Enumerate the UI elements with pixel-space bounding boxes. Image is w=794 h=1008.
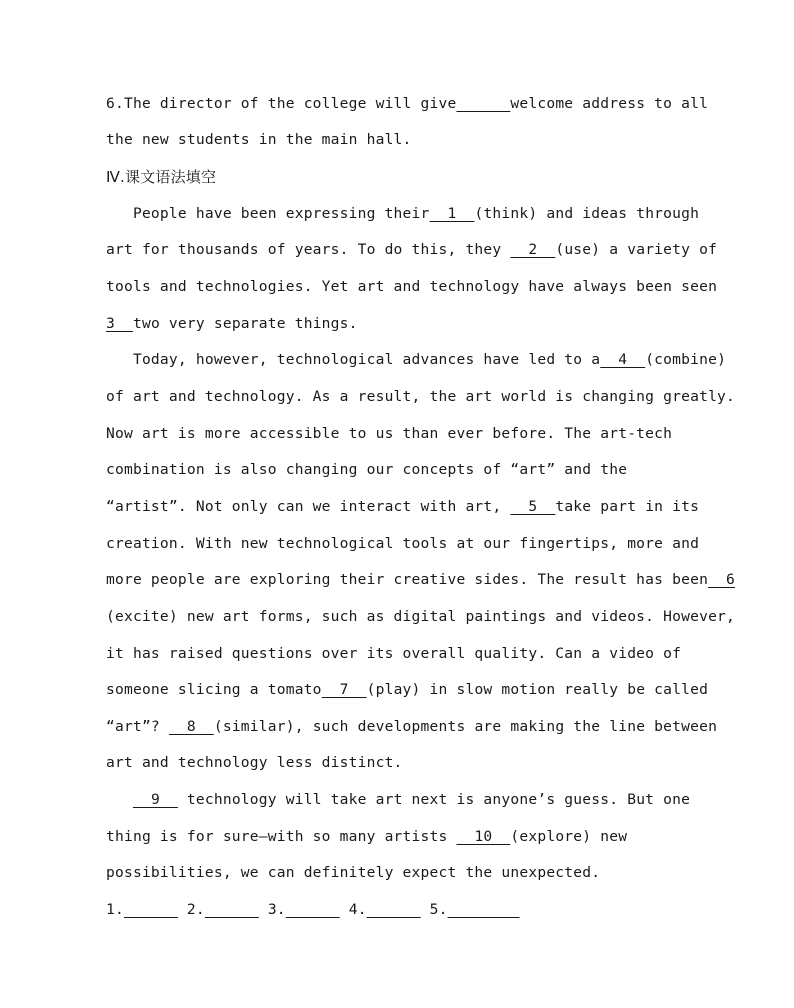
passage-line: possibilities, we can definitely expect the unexpected. (106, 864, 601, 881)
answer-label-4: 4. (348, 901, 367, 918)
passage-line: it has raised questions over its overall quality. Can a video of (106, 645, 682, 662)
passage-text: more people are exploring their creative sides. The result has been (106, 571, 709, 588)
blank-1[interactable]: 1 (429, 205, 475, 222)
blank-8[interactable]: 8 (168, 718, 214, 735)
passage-line: combination is also changing our concepts of “art” and the (106, 461, 628, 478)
blank-5[interactable]: 5 (510, 498, 556, 515)
passage-line (106, 204, 699, 224)
passage-text: take part in its (555, 498, 700, 515)
section-iv-title: Ⅳ.课文语法填空 (106, 168, 217, 186)
passage-line: Now art is more accessible to us than ever before. The art-tech (106, 425, 673, 442)
answer-label-2: 2. (186, 901, 205, 918)
passage-line: of art and technology. As a result, the art world is changing greatly. (106, 388, 736, 405)
passage-text: Today, however, technological advances have led to a (106, 351, 601, 368)
answer-label-3: 3. (267, 901, 286, 918)
answer-line (106, 900, 520, 920)
passage-text: technology will take art next is anyone’s guess. But one (177, 791, 691, 808)
answer-blank-3[interactable] (286, 900, 340, 920)
passage-line: creation. With new technological tools at our fingertips, more and (106, 535, 700, 552)
q6-blank[interactable] (456, 94, 510, 114)
passage-text: (think) and ideas through (474, 205, 700, 222)
passage-line (106, 350, 726, 370)
answer-blank-4[interactable] (367, 900, 421, 920)
passage-text: People have been expressing their (106, 205, 430, 222)
passage-line: art and technology less distinct. (106, 754, 403, 771)
passage-text: two very separate things. (132, 315, 358, 332)
answer-blank-1[interactable] (124, 900, 178, 920)
q6-text-post: welcome address to all (510, 95, 709, 112)
blank-7[interactable]: 7 (321, 681, 367, 698)
passage-line (106, 827, 627, 847)
blank-4[interactable]: 4 (600, 351, 646, 368)
passage-line (106, 314, 358, 334)
blank-2[interactable]: 2 (510, 241, 556, 258)
passage-line (106, 497, 699, 517)
blank-9[interactable]: 9 (132, 791, 178, 808)
answer-label-1: 1. (106, 901, 124, 918)
passage-line: tools and technologies. Yet art and technology have always been seen (106, 278, 718, 295)
answer-blank-2[interactable] (205, 900, 259, 920)
answer-blank-5[interactable] (448, 900, 520, 920)
passage-line (106, 680, 708, 700)
q6-line-1 (106, 94, 708, 114)
q6-text-pre: 6.The director of the college will give (106, 95, 457, 112)
blank-10[interactable]: 10 (456, 828, 511, 845)
blank-6[interactable]: 6 (708, 571, 736, 588)
passage-text: (combine) (645, 351, 727, 368)
passage-text: (similar), such developments are making the line between (213, 718, 718, 735)
passage-line: (excite) new art forms, such as digital paintings and videos. However, (106, 608, 736, 625)
passage-text: “artist”. Not only can we interact with art, (106, 498, 511, 515)
passage-line (106, 717, 717, 737)
answer-label-5: 5. (429, 901, 448, 918)
passage-line (106, 570, 735, 590)
passage-line (106, 790, 690, 810)
passage-text: (use) a variety of (555, 241, 718, 258)
passage-text (106, 791, 133, 808)
passage-text: (explore) new (510, 828, 628, 845)
passage-text: (play) in slow motion really be called (366, 681, 709, 698)
passage-line (106, 240, 717, 260)
q6-line-2: the new students in the main hall. (106, 131, 412, 148)
passage-text: thing is for sure—with so many artists (106, 828, 457, 845)
passage-text: “art”? (106, 718, 169, 735)
blank-3[interactable]: 3 (106, 315, 133, 332)
passage-text: art for thousands of years. To do this, they (106, 241, 511, 258)
passage-text: someone slicing a tomato (106, 681, 322, 698)
